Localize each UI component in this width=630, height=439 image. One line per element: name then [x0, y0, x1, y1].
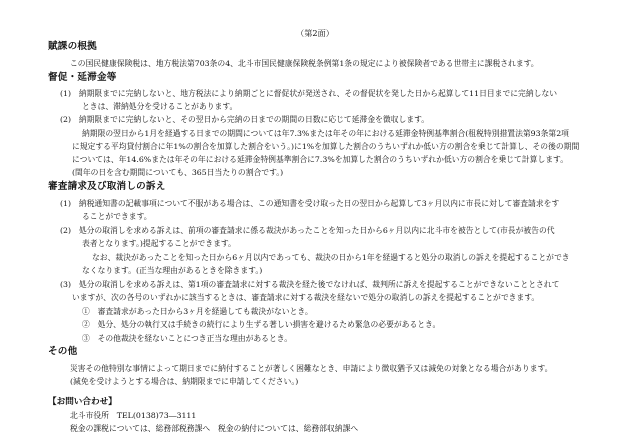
- basis-text: この国民健康保険税は、地方税法第703条の4、北斗市国民健康保険税条例第1条の規定により被保険者である世帯主に課税されます。: [70, 59, 539, 68]
- appeal-item-1-line-2: ることができます。: [82, 212, 152, 221]
- contact-office: 北斗市役所 TEL(0138)73―3111: [70, 411, 197, 420]
- dunning-item-2-line-1: (2) 納期限までに完納しないと、その翌日から完納の日までの期間の日数に応じて延滞金を徴収します。: [60, 115, 430, 124]
- other-text-line-1: 災害その他特別な事情によって期日までに納付することが著しく困難なとき、申請により徴収猶予又は減免の対象となる場合があります。: [70, 364, 553, 373]
- section-heading-appeal: 審査請求及び取消しの訴え: [48, 181, 166, 192]
- contact-note: 税金の課税については、総務部税務課へ 税金の納付については、総務部収納課へ: [70, 424, 359, 433]
- section-heading-dunning: 督促・延滞金等: [48, 72, 117, 83]
- contact-heading: 【お問い合わせ】: [48, 397, 117, 407]
- appeal-item-2-line-1: (2) 処分の取消しを求める訴えは、前項の審査請求に係る裁決があったことを知った日から6ヶ月以内に北斗市を被告として(市長が被告の代: [60, 226, 555, 235]
- section-heading-basis: 賦課の根拠: [48, 41, 97, 52]
- appeal-item-2-line-2: 表者となります。)提起することができます。: [82, 239, 236, 248]
- appeal-item-3-line-2: いますが、次の各号のいずれかに該当するときは、審査請求に対する裁決を経ないで処分の取消しの訴えを提起することができます。: [72, 293, 540, 302]
- appeal-subitem-1: ① 審査請求があった日から3ヶ月を経過しても裁決がないとき。: [82, 307, 313, 316]
- appeal-item-1-line-1: (1) 納税通知書の記載事項について不服がある場合は、この通知書を受け取った日の翌日から起算して3ヶ月以内に市長に対して審査請求をす: [60, 199, 560, 208]
- page-number: （第2面）: [296, 28, 334, 38]
- dunning-item-2-line-5: (閏年の日を含む期間についても、365日当たりの割合です。): [72, 168, 284, 177]
- dunning-item-1-line-2: ときは、滞納処分を受けることがあります。: [82, 102, 238, 111]
- appeal-item-2-line-3: なお、裁決があったことを知った日から6ヶ月以内であっても、裁決の日から1年を経過すると処分の取消しの訴えを提起することができ: [92, 253, 570, 262]
- appeal-subitem-2: ② 処分、処分の執行又は手続きの続行により生ずる著しい損害を避けるため緊急の必要があるとき。: [82, 320, 441, 329]
- dunning-item-1-line-1: (1) 納期限までに完納しないと、地方税法により納期ごとに督促状が発送され、その督促状を発した日から起算して11日目までに完納しない: [60, 89, 558, 98]
- section-heading-other: その他: [48, 346, 78, 357]
- dunning-item-2-line-4: については、年14.6%または年その年における延滞金特例基準割合に7.3%を加算した割合のうちいずれか低い方の割合を乗じて計算します。: [72, 155, 569, 164]
- dunning-item-2-line-2: 納期限の翌日から1月を経過する日までの期間については年7.3%または年その年における延滞金特例基準割合(租税特別措置法第93条第2項: [82, 129, 569, 138]
- appeal-subitem-3: ③ その他裁決を経ないことにつき正当な理由があるとき。: [82, 334, 293, 343]
- appeal-item-3-line-1: (3) 処分の取消しを求める訴えは、第1項の審査請求に対する裁決を経た後でなければ、裁判所に訴えを提起することができないこととされて: [60, 280, 560, 289]
- dunning-item-2-line-3: に規定する平均貸付割合に年1%の割合を加算した割合をいう。)に1%を加算した割合のうちいずれか低い方の割合を乗じて計算し、その後の期間: [72, 142, 580, 151]
- other-text-line-2: (減免を受けようとする場合は、納期限までに申請してください。): [70, 377, 299, 386]
- appeal-item-2-line-4: なくなります。(正当な理由があるときを除きます。): [82, 266, 263, 275]
